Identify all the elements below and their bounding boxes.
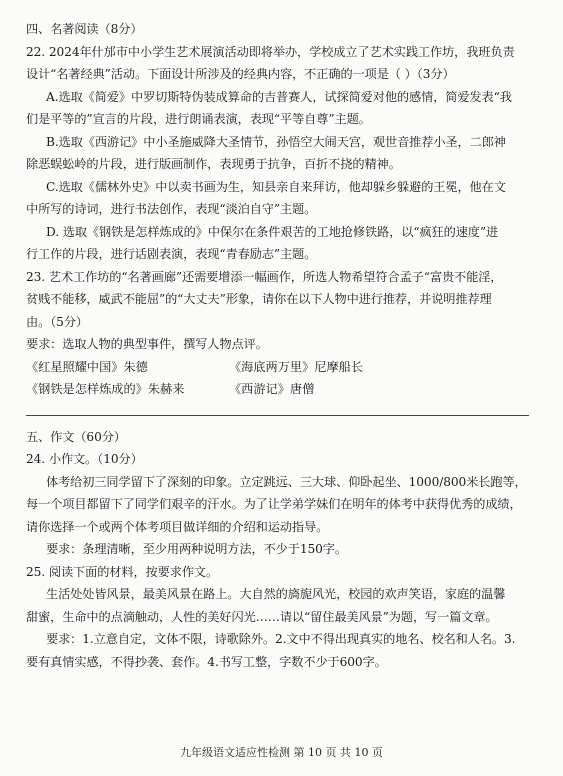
work-item: 《红星照耀中国》朱德 xyxy=(26,359,148,374)
q22-option-d-cont: 行工作的片段，进行话剧表演，表现“青春励志”主题。 xyxy=(26,247,317,261)
q25-requirement-1: 要求：1.立意自定，文体不限，诗歌除外。2.文中不得出现真实的地名、校名和人名。3. xyxy=(46,632,516,646)
work-item: 《西游记》唐僧 xyxy=(229,382,315,396)
section4-title: 四、名著阅读（8分） xyxy=(26,22,143,36)
q22-line-2: 设计“名著经典”活动。下面设计所涉及的经典内容，不正确的一项是（ ）（3分） xyxy=(26,67,455,81)
q23-line-3: 由。（5分） xyxy=(26,314,88,329)
q22-option-c: C.选取《儒林外史》中以卖书画为生，知县亲自来拜访，他却躲乡躲避的王冕，他在文 xyxy=(46,179,506,194)
q22-option-c-cont: 中所写的诗词，进行书法创作，表现“淡泊自守”主题。 xyxy=(26,202,317,216)
section5-title: 五、作文（60分） xyxy=(26,429,126,444)
work-item: 《海底两万里》尼摩船长 xyxy=(229,359,364,374)
q22-line-1: 22. 2024年什邡市中小学生艺术展演活动即将举办，学校成立了艺术实践工作坊，我班负责 xyxy=(26,44,515,59)
q22-option-a-cont: 们是平等的”宣言的片段，进行朗诵表演，表现“平等自尊”主题。 xyxy=(26,112,371,126)
q23-line-1: 23. 艺术工作坊的“名著画廊”还需要增添一幅画作，所选人物希望符合孟子“富贵不能淫， xyxy=(26,269,503,284)
q23-line-2: 贫贱不能移，威武不能屈”的“大丈夫”形象，请你在以下人物中进行推荐，并说明推荐理 xyxy=(26,292,492,306)
q23-requirement: 要求：选取人物的典型事件，撰写人物点评。 xyxy=(26,337,268,351)
q22-option-a: A.选取《简爱》中罗切斯特伪装成算命的吉普赛人，试探简爱对他的感情，简爱发表“我 xyxy=(46,89,512,104)
q25-requirement-2: 要有真情实感，不得抄袭、套作。4.书写工整，字数不少于600字。 xyxy=(26,654,387,669)
q24-requirement: 要求：条理清晰，至少用两种说明方法，不少于150字。 xyxy=(46,542,347,556)
q22-option-b: B.选取《西游记》中小圣施威降大圣情节，孙悟空大闹天宫，观世音推荐小圣，二郎神 xyxy=(46,134,506,149)
page-footer: 九年级语文适应性检测 第 10 页 共 10 页 xyxy=(180,746,383,759)
divider xyxy=(26,415,529,416)
q25-body-1: 生活处处皆风景，最美风景在路上。大自然的旖旎风光，校园的欢声笑语，家庭的温馨 xyxy=(46,587,506,601)
q25-body-2: 甜蜜，生命中的点滴触动，人性的美好闪光……请以“留住最美风景”为题，写一篇文章。 xyxy=(26,609,498,624)
q24-head: 24. 小作文。（10分） xyxy=(26,452,143,466)
q22-option-d: D. 选取《钢铁是怎样炼成的》中保尔在条件艰苦的工地抢修铁路，以“疯狂的速度”进 xyxy=(46,224,499,239)
q22-option-b-cont: 除恶蜈蚣岭的片段，进行版画制作，表现勇于抗争，百折不挠的精神。 xyxy=(26,157,401,171)
q24-body-3: 请你选择一个或两个体考项目做详细的介绍和运动指导。 xyxy=(26,519,329,534)
q24-body-2: 每一个项目都留下了同学们艰辛的汗水。为了让学弟学妹们在明年的体考中获得优秀的成绩， xyxy=(26,497,522,511)
q24-body-1: 体考给初三同学留下了深刻的印象。立定跳远、三大球、仰卧起坐、1000/800米长跑等， xyxy=(46,474,527,489)
q25-head: 25. 阅读下面的材料，按要求作文。 xyxy=(26,564,219,579)
q23-works-row-2 xyxy=(26,378,529,401)
q23-works-row-1 xyxy=(26,356,529,379)
work-item: 《钢铁是怎样炼成的》朱赫来 xyxy=(26,382,185,396)
